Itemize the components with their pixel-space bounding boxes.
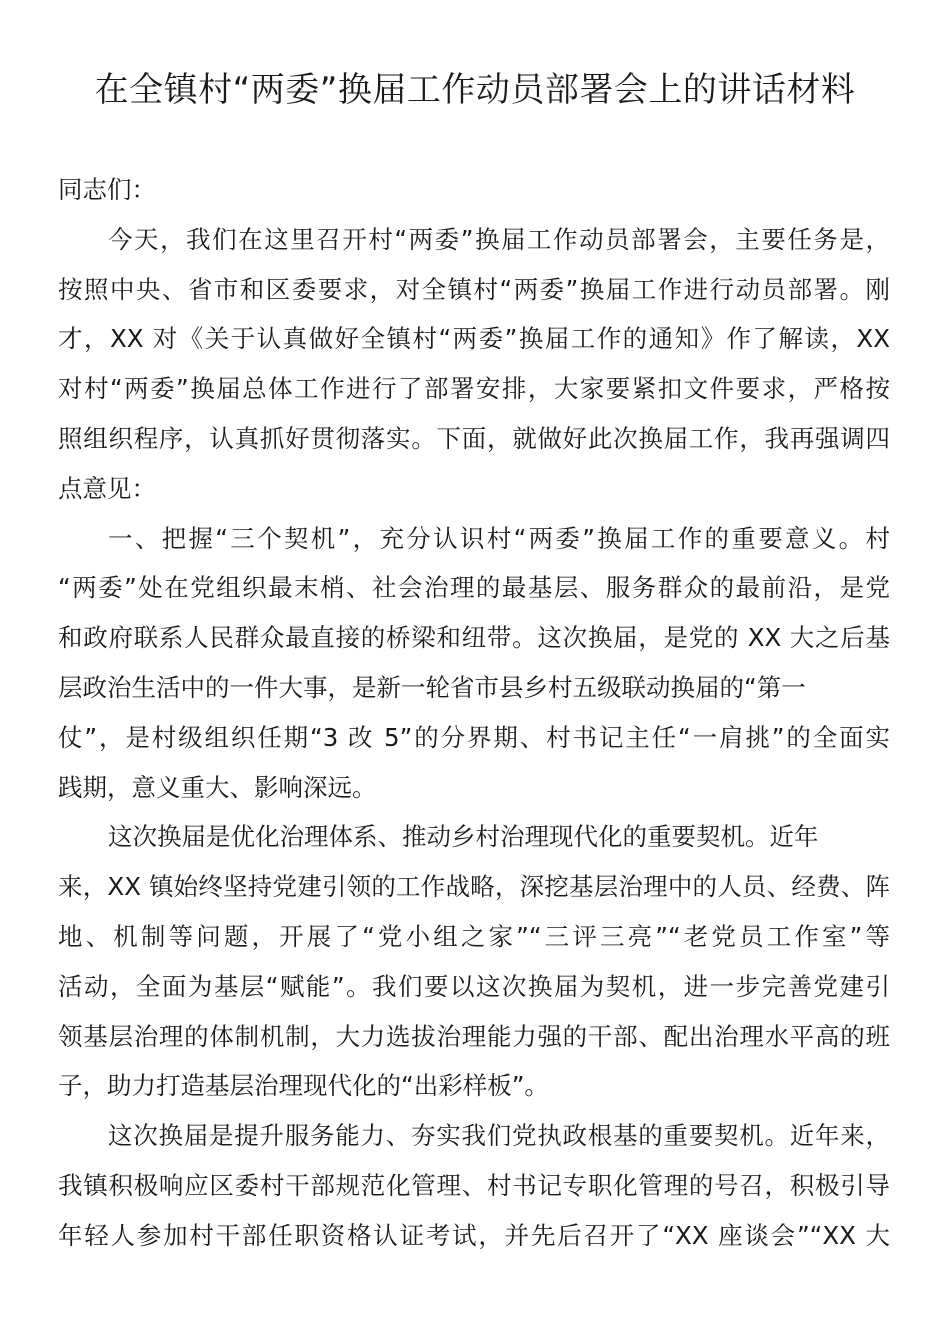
text-line-1: 同志们：: [58, 175, 156, 204]
text-line-20: 这次换届是提升服务能力、夯实我们党执政根基的重要契机。近年来，: [108, 1121, 890, 1151]
text-line-6: 照组织程序，认真抓好贯彻落实。下面，就做好此次换届工作，我再强调四: [58, 423, 890, 453]
text-line-11: 层政治生活中的一件大事，是新一轮省市县乡村五级联动换届的“第一: [58, 672, 806, 702]
text-line-17: 活动，全面为基层“赋能”。我们要以这次换届为契机，进一步完善党建引: [58, 971, 890, 1001]
text-line-15: 来，XX 镇始终坚持党建引领的工作战略，深挖基层治理中的人员、经费、阵: [58, 872, 890, 902]
text-line-5: 对村“两委”换届总体工作进行了部署安排，大家要紧扣文件要求，严格按: [58, 374, 890, 404]
text-line-12: 仗”，是村级组织任期“3 改 5”的分界期、村书记主任“一肩挑”的全面实: [58, 722, 890, 752]
text-line-7: 点意见：: [58, 473, 156, 503]
document-body: [58, 165, 890, 1261]
text-line-9: “两委”处在党组织最末梢、社会治理的最基层、服务群众的最前沿，是党: [58, 573, 890, 603]
text-line-10: 和政府联系人民群众最直接的桥梁和纽带。这次换届，是党的 XX 大之后基: [58, 623, 890, 653]
text-line-19: 子，助力打造基层治理现代化的“出彩样板”。: [58, 1071, 549, 1101]
text-line-18: 领基层治理的体制机制，大力选拔治理能力强的干部、配出治理水平高的班: [58, 1021, 890, 1051]
text-line-3: 按照中央、省市和区委要求，对全镇村“两委”换届工作进行动员部署。刚: [58, 274, 890, 304]
text-line-13: 践期，意义重大、影响深远。: [58, 772, 377, 802]
text-line-22: 年轻人参加村干部任职资格认证考试，并先后召开了“XX 座谈会”“XX 大: [58, 1220, 890, 1250]
text-line-4: 才，XX 对《关于认真做好全镇村“两委”换届工作的通知》作了解读，XX: [58, 324, 890, 354]
text-line-14: 这次换届是优化治理体系、推动乡村治理现代化的重要契机。近年: [108, 822, 819, 852]
document-title: 在全镇村“两委”换届工作动员部署会上的讲话材料: [94, 70, 856, 110]
text-line-16: 地、机制等问题，开展了“党小组之家”“三评三亮”“老党员工作室”等: [58, 921, 890, 951]
text-line-21: 我镇积极响应区委村干部规范化管理、村书记专职化管理的号召，积极引导: [58, 1170, 890, 1200]
text-line-8: 一、把握“三个契机”，充分认识村“两委”换届工作的重要意义。村: [108, 523, 890, 553]
text-line-2: 今天，我们在这里召开村“两委”换届工作动员部署会，主要任务是，: [108, 224, 890, 254]
